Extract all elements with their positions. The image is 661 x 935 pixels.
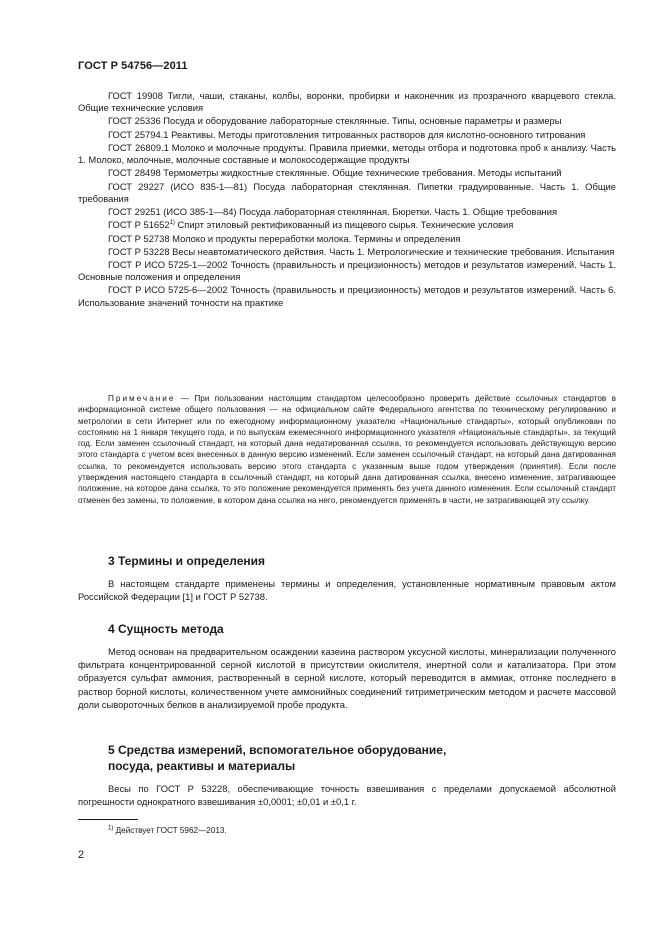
section-4-text: Метод основан на предварительном осаждении казеина раствором уксусной кислоты, минерализации полученного фильтрата концентрированной серной кислотой в присутствии окислителя, инертной соли и катализатора. При этом образуется сульфат аммония, растворенный в серной кислоте, который переводится в аммиак, отгонке последнего в раствор борной кислоты, количественном учете аммонийных соединений титриметрическим методом и расчете массовой доли сывороточных белков в анализируемой пробе продукта. (78, 646, 616, 710)
footnote-divider (78, 819, 138, 820)
footnote (108, 826, 227, 835)
footnote-mark: 1) (108, 825, 114, 832)
section-5-heading-line2: посуда, реактивы и материалы (108, 759, 296, 773)
reference-title: Спирт этиловый ректификованный из пищевого сырья. Технические условия (174, 219, 514, 231)
reference-item: ГОСТ Р 52738 Молоко и продукты переработки молока. Термины и определения (108, 232, 461, 244)
normative-references-list (78, 90, 616, 310)
page-number: 2 (78, 849, 85, 861)
reference-item: ГОСТ 28498 Термометры жидкостные стеклянные. Общие технические требования. Методы испытаний (108, 167, 562, 179)
section-3-heading: 3 Термины и определения (108, 554, 266, 568)
section-5-text: Весы по ГОСТ Р 53228, обеспечивающие точность взвешивания с пределами допускаемой абсолютной погрешности однократного взвешивания ±0,0001; ±0,01 и ±0,1 г. (78, 783, 616, 808)
section-5-heading (108, 742, 446, 774)
reference-item: ГОСТ 25336 Посуда и оборудование лабораторные стеклянные. Типы, основные параметры и размеры (108, 115, 562, 127)
reference-code: ГОСТ Р 51652 (108, 219, 170, 231)
footnote-marker: 1) (169, 220, 175, 227)
section-3-text: В настоящем стандарте применены термины и определения, установленные нормативным правовым актом Российской Федерации [1] и ГОСТ Р 52738. (78, 578, 616, 603)
reference-item: ГОСТ 29227 (ИСО 835-1—81) Посуда лабораторная стеклянная. Пипетки градуированные. Часть 1. Общие требования (78, 180, 616, 204)
section-4-heading: 4 Сущность метода (108, 622, 224, 636)
reference-item: ГОСТ 29251 (ИСО 385-1—84) Посуда лабораторная стеклянная. Бюретки. Часть 1. Общие требования (108, 205, 558, 217)
reference-item: ГОСТ Р ИСО 5725-1—2002 Точность (правильность и прецизионность) методов и результатов измерений. Часть 1. Основные положения и определения (78, 259, 616, 283)
reference-item (78, 219, 616, 231)
section-5-heading-line1: 5 Средства измерений, вспомогательное оборудование, (108, 743, 447, 757)
reference-item: ГОСТ Р 53228 Весы неавтоматического действия. Часть 1. Метрологические и технические требования. Испытания (108, 245, 615, 257)
document-header: ГОСТ Р 54756—2011 (78, 60, 188, 72)
note-block (78, 393, 616, 506)
note-label: Примечание (108, 394, 176, 403)
reference-item: ГОСТ 19908 Тигли, чаши, стаканы, колбы, воронки, пробирки и наконечник из прозрачного кварцевого стекла. Общие технические условия (78, 90, 616, 114)
reference-item: ГОСТ Р ИСО 5725-6—2002 Точность (правильность и прецизионность) методов и результатов измерений. Часть 6. Использование значений точности на практике (78, 284, 616, 308)
reference-item: ГОСТ 25794.1 Реактивы. Методы приготовления титрованных растворов для кислотно-основного титрования (108, 128, 586, 140)
footnote-text: Действует ГОСТ 5962—2013. (113, 826, 227, 835)
note-text: — При пользовании настоящим стандартом целесообразно проверить действие ссылочных стандартов в информационной системе общего пользования — на официальном сайте Федерального агентства по техническому регулированию и метрологии в сети Интернет или по ежегодному информационному указателю «Национальные стандарты», который опубликован по состоянию на 1 января текущего года, и по выпускам ежемесячного информационного указателя «Национальные стандарты», за текущий год. Если заменен ссылочный стандарт, на который дана недатированная ссылка, то рекомендуется использовать действующую версию этого стандарта с учетом всех внесенных в данную версию изменений. Если заменен ссылочный стандарт, на который дана датированная ссылка, то рекомендуется использовать версию этого стандарта с указанным выше годом утверждения (принятия). Если после утверждения настоящего стандарта в ссылочный стандарт, на который дана датированная ссылка, внесено изменение, затрагивающее положение, на которое дана ссылка, то это положение рекомендуется применять без учета данного изменения. Если ссылочный стандарт отменен без замены, то положение, в котором дана ссылка на него, рекомендуется применять в части, не затрагивающей эту ссылку. (78, 394, 616, 505)
reference-item: ГОСТ 26809.1 Молоко и молочные продукты. Правила приемки, методы отбора и подготовка проб к анализу. Часть 1. Молоко, молочные, молочные составные и молокосодержащие продукты (78, 141, 616, 166)
